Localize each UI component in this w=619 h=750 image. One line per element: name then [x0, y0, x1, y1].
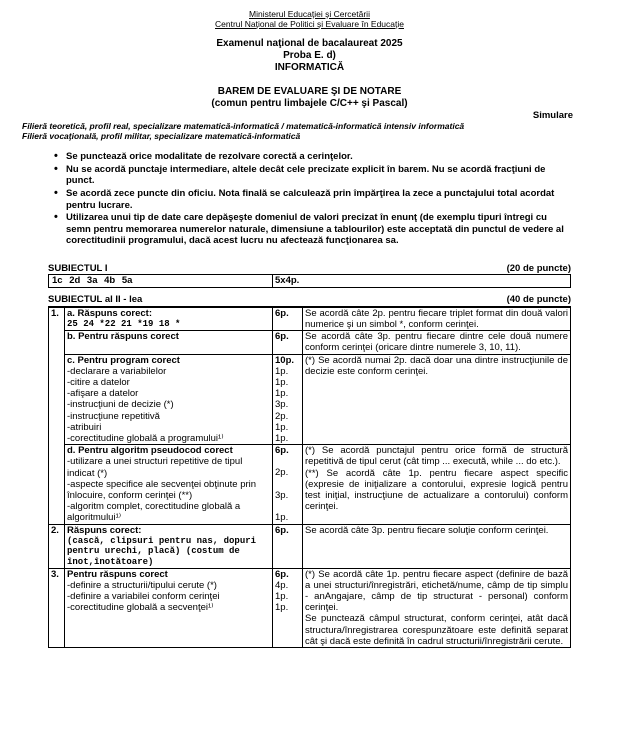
points-total: 6p.: [275, 445, 289, 457]
grading-rules: [52, 151, 571, 247]
ministry-name: Ministerul Educaţiei şi Cercetării: [249, 9, 370, 19]
points-line: 2p.: [275, 467, 289, 479]
table-row: [49, 524, 571, 568]
subject-label: INFORMATICĂ: [274, 61, 345, 73]
table-row: [49, 331, 571, 354]
criteria-cell: [65, 445, 273, 524]
barem-heading: BAREM DE EVALUARE ŞI DE NOTARE: [217, 85, 402, 97]
barem-subheading: (comun pentru limbajele C/C++ şi Pascal): [211, 97, 408, 109]
criteria-cell: [65, 524, 273, 568]
points-line: 1p.: [275, 388, 289, 400]
subiect2-table: [48, 307, 571, 648]
criteria-line: -instrucţiune repetitivă: [67, 410, 160, 422]
criteria-line: -instrucţiuni de decizie (*): [67, 399, 174, 411]
points-cell: 6p.: [273, 524, 303, 568]
table-row: [49, 445, 571, 524]
barem-title: [48, 86, 571, 110]
points-line: 1p.: [275, 591, 289, 602]
observation-line: Se punctează câmpul structurat, conform cerinţei, atât dacă structura/înregistrarea corespunzătoare este definită separat cât şi dacă este definită în cadrul structurii/înregistrării cerute.: [305, 613, 568, 647]
observation-cell: Se acordă câte 3p. pentru fiecare soluţie conform cerinţei.: [303, 524, 571, 568]
points-total: 6p.: [275, 568, 289, 580]
criteria-line: -citire a datelor: [67, 376, 130, 388]
criteria-line: -definire a variabilei conform cerinţei: [67, 591, 220, 602]
points-line: 1p.: [275, 432, 289, 444]
item-2-title: Răspuns corect:: [67, 524, 142, 536]
rule-item: • Se punctează orice modalitate de rezolvare corectă a cerinţelor.: [52, 151, 571, 163]
observation-line: (*) Se acordă punctajul pentru orice formă de structură repetitivă de tipul cerut (cât timp ... execută, while ... do etc.).: [305, 445, 568, 468]
observation-line: (*) Se acordă câte 1p. pentru fiecare aspect (definire de bază a unei structuri/înregistrări, etichetă/nume, câmp de tip simplu - anAngajare, câmp de tip structurat - personal) conform cerinţei.: [305, 568, 568, 614]
criteria-cell: [65, 568, 273, 647]
table-row: [49, 568, 571, 647]
points-cell: 6p.: [273, 331, 303, 354]
rule-item: • Utilizarea unui tip de date care depăşeşte domeniul de valori precizat în enunţ (de exemplu tipuri întregi cu semn pentru memorarea numerelor naturale, dimensiune a tablourilor) este acceptată din punctul de vedere al corectitudinii programului, dacă acest lucru nu afectează funcţionarea sa.: [52, 212, 571, 247]
criteria-cell: [65, 307, 273, 330]
subiect2-header: [48, 294, 571, 306]
points-line: 1p.: [275, 602, 289, 614]
subiect1-points: (20 de puncte): [506, 262, 571, 274]
rule-item: • Nu se acordă punctaje intermediare, altele decât cele precizate explicit în barem. Nu se acordă fracţiuni de punct.: [52, 164, 571, 187]
observation-cell: Se acordă câte 3p. pentru fiecare dintre cele două numere conform cerinţei (oricare dintre numerele 3, 10, 11).: [303, 331, 571, 354]
criteria-line: -utilizare a unei structuri repetitive de tipul indicat (*): [67, 456, 243, 479]
criteria-line: -algoritm complet, corectitudine globală a algoritmului¹⁾: [67, 501, 241, 524]
item-1a-title: a. Răspuns corect:: [67, 307, 152, 319]
observation-cell: [303, 568, 571, 647]
criteria-cell: [65, 354, 273, 445]
item-2-answer: (cască, clipsuri pentru nas, dopuri pentru urechi, placă) (costum de înot,înotătoare): [67, 535, 257, 567]
points-line: 3p.: [275, 399, 289, 411]
observation-line: (**) Se acordă câte 1p. pentru fiecare aspect specific (expresie de iniţializare a contorului, expresie logică pentru test iniţial, instrucţiune de actualizare a contorului) conform cerinţei.: [305, 467, 568, 513]
observation-cell: [303, 445, 571, 524]
points-line: 2p.: [275, 410, 289, 422]
table-row: [49, 354, 571, 445]
points-total: 10p.: [275, 354, 295, 366]
subiect1-answers-row: [48, 275, 571, 288]
item-1b-title: b. Pentru răspuns corect: [65, 331, 273, 354]
points-line: 1p.: [275, 511, 289, 523]
simulare-label: Simulare: [532, 109, 573, 121]
exam-title: [48, 38, 571, 74]
filiera-vocational: Filieră vocaţională, profil militar, specializare matematică-informatică: [22, 131, 301, 142]
points-line: 4p.: [275, 579, 289, 591]
criteria-line: -declarare a variabilelor: [67, 365, 167, 377]
item-1a-answer: 25 24 *22 21 *19 18 *: [67, 318, 181, 329]
subiect1-answers: 1c 2d 3a 4b 5a: [49, 275, 273, 287]
question-number: 2.: [49, 524, 65, 568]
observation-cell: Se acordă câte 2p. pentru fiecare triplet format din două valori numerice şi un simbol *, conform cerinţei.: [303, 307, 571, 330]
question-number: 3.: [49, 568, 65, 647]
rule-item: • Se acordă zece puncte din oficiu. Nota finală se calculează prin împărţirea la zece a punctajului total acordat pentru lucrare.: [52, 188, 571, 211]
subiect2-title: SUBIECTUL al II - lea: [48, 294, 143, 306]
proba-label: Proba E. d): [283, 49, 336, 61]
criteria-line: -corectitudine globală a secvenţei¹⁾: [67, 602, 214, 614]
subiect1-score: 5x4p.: [275, 275, 300, 287]
question-number: 1.: [49, 307, 65, 524]
ministry-header: [48, 10, 571, 30]
criteria-line: -corectitudine globală a programului¹⁾: [67, 432, 224, 444]
points-cell: 6p.: [273, 307, 303, 330]
subiect2-points: (40 de puncte): [506, 294, 571, 306]
criteria-line: -aspecte specifice ale secvenţei obţinute prin înlocuire, conform cerinţei (**): [67, 478, 257, 501]
points-cell: [273, 354, 303, 445]
item-1d-title: d. Pentru algoritm pseudocod corect: [67, 445, 233, 457]
points-cell: [273, 445, 303, 524]
filiera-theoretical: Filieră teoretică, profil real, specializare matematică-informatică / matematică-informatică intensiv informatică: [22, 120, 465, 131]
points-line: 3p.: [275, 489, 289, 501]
subiect1-header: [48, 263, 571, 275]
center-name: Centrul Naţional de Politici şi Evaluare în Educaţie: [215, 18, 404, 29]
exam-name: Examenul naţional de bacalaureat 2025: [216, 37, 403, 49]
table-row: [49, 307, 571, 330]
points-line: 1p.: [275, 365, 289, 377]
subiect1-title: SUBIECTUL I: [48, 262, 108, 274]
criteria-line: -atribuiri: [67, 421, 102, 433]
points-cell: [273, 568, 303, 647]
criteria-line: -definire a structurii/tipului cerute (*): [67, 579, 217, 591]
criteria-line: -afişare a datelor: [67, 388, 139, 400]
points-line: 1p.: [275, 376, 289, 388]
item-1c-title: c. Pentru program corect: [67, 354, 180, 366]
filiere-block: [22, 121, 571, 141]
points-line: 1p.: [275, 421, 289, 433]
observation-cell: (*) Se acordă numai 2p. dacă doar una dintre instrucţiunile de decizie este conform cerinţei.: [303, 354, 571, 445]
item-3-title: Pentru răspuns corect: [67, 568, 168, 580]
